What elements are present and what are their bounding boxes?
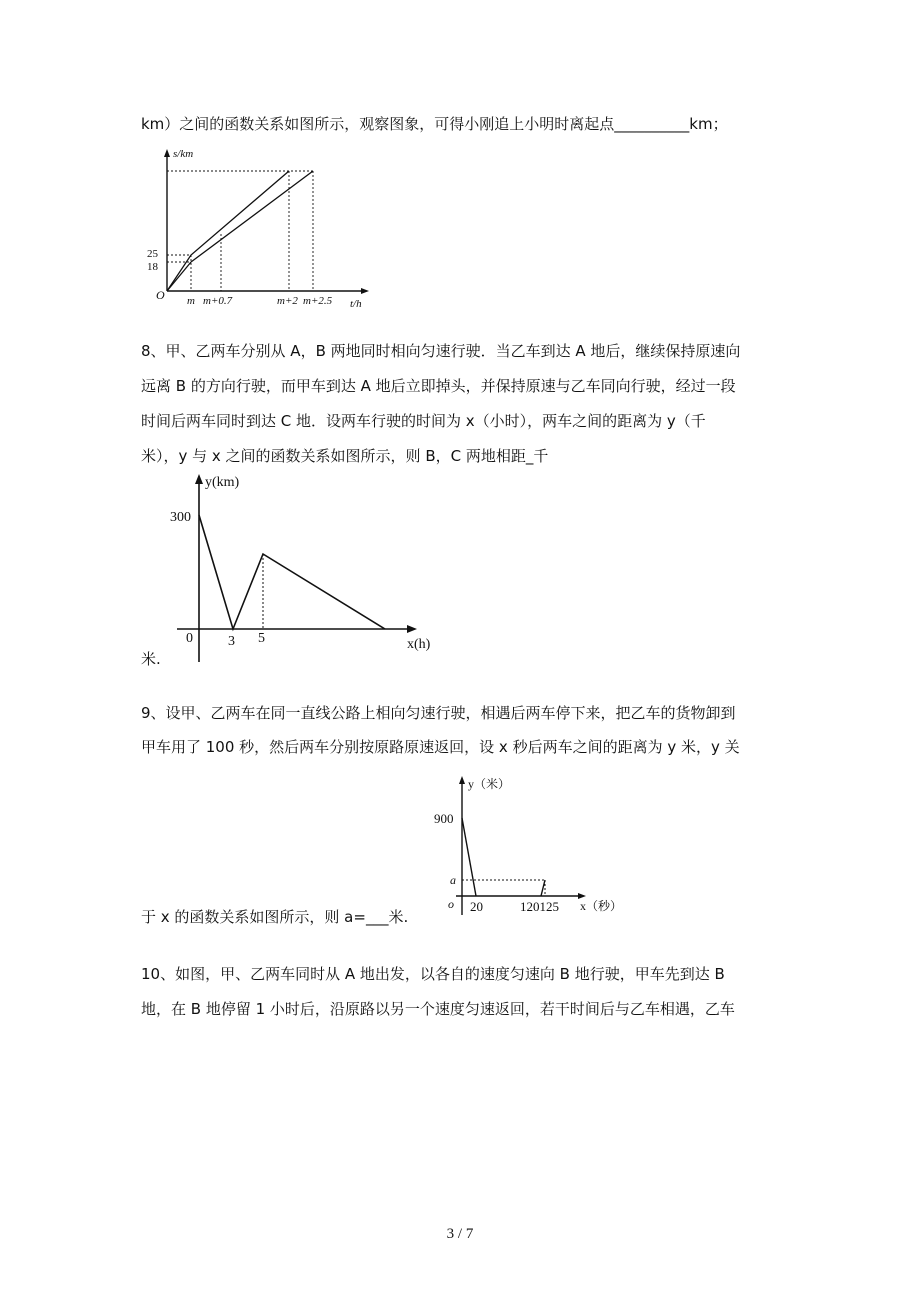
q9-line-rise [541,880,545,896]
q8-xtick-3: 3 [228,634,235,649]
q9-text-line-3: 于 x 的函数关系如图所示，则 a=___米. [141,908,409,926]
q8-x-arrow [407,625,417,633]
q8-line [199,515,385,629]
q9-ytick-a: a [450,873,456,887]
q7-xtick-m2: m+2 [277,295,298,307]
q8-y-label: y(km) [205,475,240,490]
q9-origin-label: o [448,897,454,911]
q9-y-arrow [459,776,465,784]
q9-text-line-2: 甲车用了 100 秒，然后两车分别按原路原速返回，设 x 秒后两车之间的距离为 y 米，y 关 [141,738,740,756]
q9-xtick-20: 20 [470,899,483,914]
q7-text-line-1: km）之间的函数关系如图所示，观察图象，可得小刚追上小明时离起点__________km； [141,115,728,133]
q7-xtick-m25: m+2.5 [303,295,333,307]
q8-text-line-4: 米），y 与 x 之间的函数关系如图所示，则 B，C 两地相距_千 [141,447,549,465]
q9-x-label: x（秒） [580,899,623,913]
q7-y-label: s/km [173,148,194,160]
q9-ytick-900: 900 [434,811,454,826]
q9-text-line-1: 9、设甲、乙两车在同一直线公路上相向匀速行驶，相遇后两车停下来，把乙车的货物卸到 [141,704,736,722]
q9-y-label: y（米） [468,777,511,791]
q8-xtick-5: 5 [258,631,265,646]
q9-chart [430,770,650,920]
page-number: 3 / 7 [446,1226,474,1242]
q7-line-a [167,171,289,291]
q8-text-line-2: 远离 B 的方向行驶，而甲车到达 A 地后立即掉头，并保持原速与乙车同向行驶，经过一段 [141,377,736,395]
q7-ytick-25: 25 [147,248,158,260]
q7-xtick-m: m [187,295,195,307]
q7-line-b [191,171,313,262]
q8-text-line-1: 8、甲、乙两车分别从 A，B 两地同时相向匀速行驶．当乙车到达 A 地后，继续保持原速向 [141,342,741,360]
q8-y-arrow [195,474,203,484]
q8-text-line-3: 时间后两车同时到达 C 地．设两车行驶的时间为 x（小时），两车之间的距离为 y（千 [141,412,706,430]
q7-origin-label: O [156,288,165,302]
q9-xtick-120125: 120125 [520,899,559,914]
q7-ytick-18: 18 [147,261,158,273]
q9-line-descent [462,818,476,896]
q8-ytick-300: 300 [170,510,191,525]
q7-x-arrow [361,288,369,294]
q7-line-b-start [167,262,191,291]
q7-xtick-m07: m+0.7 [203,295,233,307]
q7-y-arrow [164,149,170,157]
q8-text-line-5: 米. [141,650,161,668]
q8-xtick-0: 0 [186,631,193,646]
q10-text-line-1: 10、如图，甲、乙两车同时从 A 地出发，以各自的速度匀速向 B 地行驶，甲车先到达 B [141,965,725,983]
q7-x-label: t/h [350,298,362,310]
q8-chart [163,470,443,665]
q10-text-line-2: 地，在 B 地停留 1 小时后，沿原路以另一个速度匀速返回，若干时间后与乙车相遇，乙车 [141,1000,735,1018]
q8-x-label: x(h) [407,637,431,652]
q7-chart [147,145,375,310]
